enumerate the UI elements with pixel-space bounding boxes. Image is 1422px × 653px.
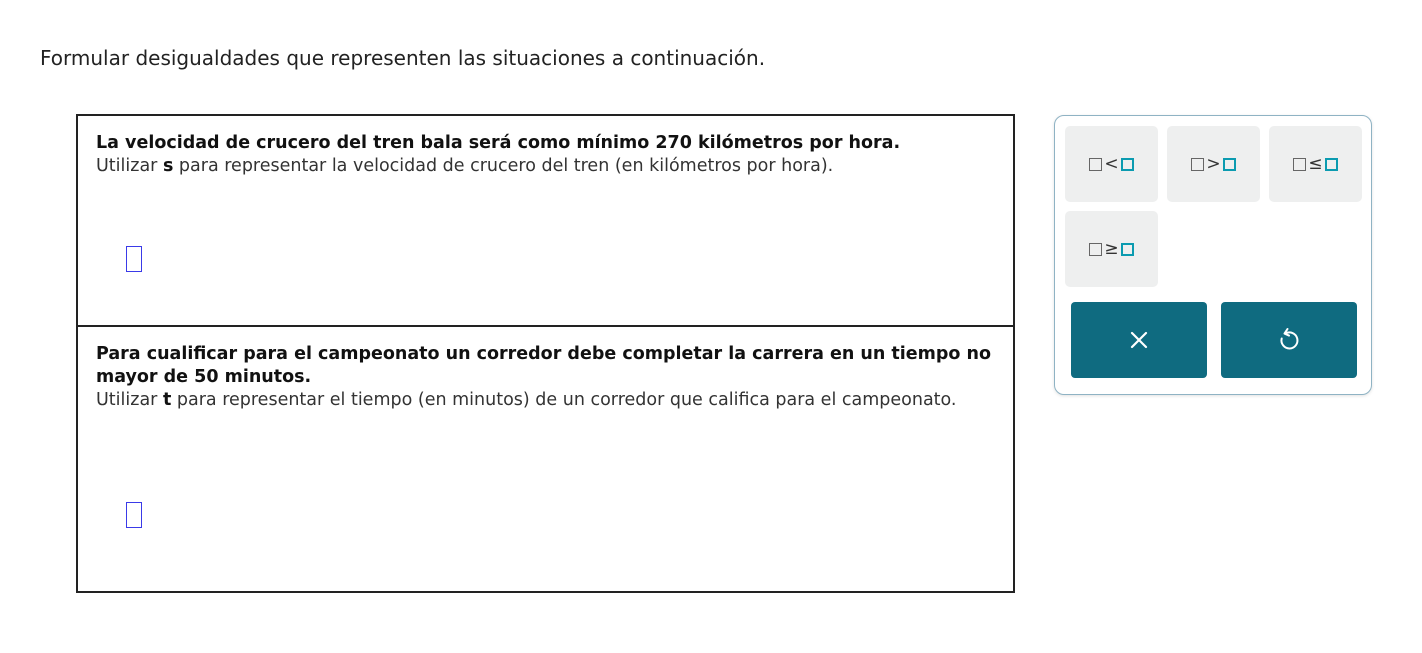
undo-icon	[1277, 327, 1301, 353]
less-or-equal-symbol: ≤	[1308, 153, 1323, 174]
problem-2-statement: Para cualificar para el campeonato un corredor debe completar la carrera en un tiempo no mayor de 50 minutos.	[96, 344, 992, 387]
problem-1-task-suffix: para representar la velocidad de crucero del tren (en kilómetros por hora).	[173, 156, 834, 176]
greater-or-equal-key[interactable]	[1065, 211, 1158, 287]
problem-1-statement: La velocidad de crucero del tren bala será como mínimo 270 kilómetros por hora.	[96, 133, 901, 153]
less-than-symbol: <	[1104, 153, 1119, 174]
problem-2-task-prefix: Utilizar	[96, 390, 163, 410]
instructions-text: Formular desigualdades que representen las situaciones a continuación.	[40, 46, 766, 70]
less-or-equal-key[interactable]	[1269, 126, 1362, 202]
problem-2-variable: t	[162, 390, 172, 410]
undo-button[interactable]	[1221, 302, 1357, 378]
problem-2-answer-input[interactable]	[126, 502, 142, 528]
math-keypad	[1054, 115, 1372, 395]
clear-button[interactable]	[1071, 302, 1207, 378]
problem-1-task	[96, 155, 995, 178]
problem-1	[78, 116, 1013, 327]
problem-1-answer-input[interactable]	[126, 246, 142, 272]
problem-2	[78, 327, 1013, 593]
less-than-template-icon	[1089, 153, 1133, 174]
greater-than-template-icon	[1191, 153, 1235, 174]
problem-1-variable: s	[162, 156, 174, 176]
greater-than-key[interactable]	[1167, 126, 1260, 202]
problem-2-task	[96, 389, 995, 412]
greater-than-symbol: >	[1206, 153, 1221, 174]
less-than-key[interactable]	[1065, 126, 1158, 202]
close-icon	[1128, 329, 1150, 351]
greater-or-equal-symbol: ≥	[1104, 238, 1119, 259]
problem-2-task-suffix: para representar el tiempo (en minutos) de un corredor que califica para el campeonato.	[171, 390, 957, 410]
problem-1-task-prefix: Utilizar	[96, 156, 163, 176]
problems-table	[76, 114, 1015, 593]
greater-or-equal-template-icon	[1089, 238, 1133, 259]
less-or-equal-template-icon	[1293, 153, 1337, 174]
